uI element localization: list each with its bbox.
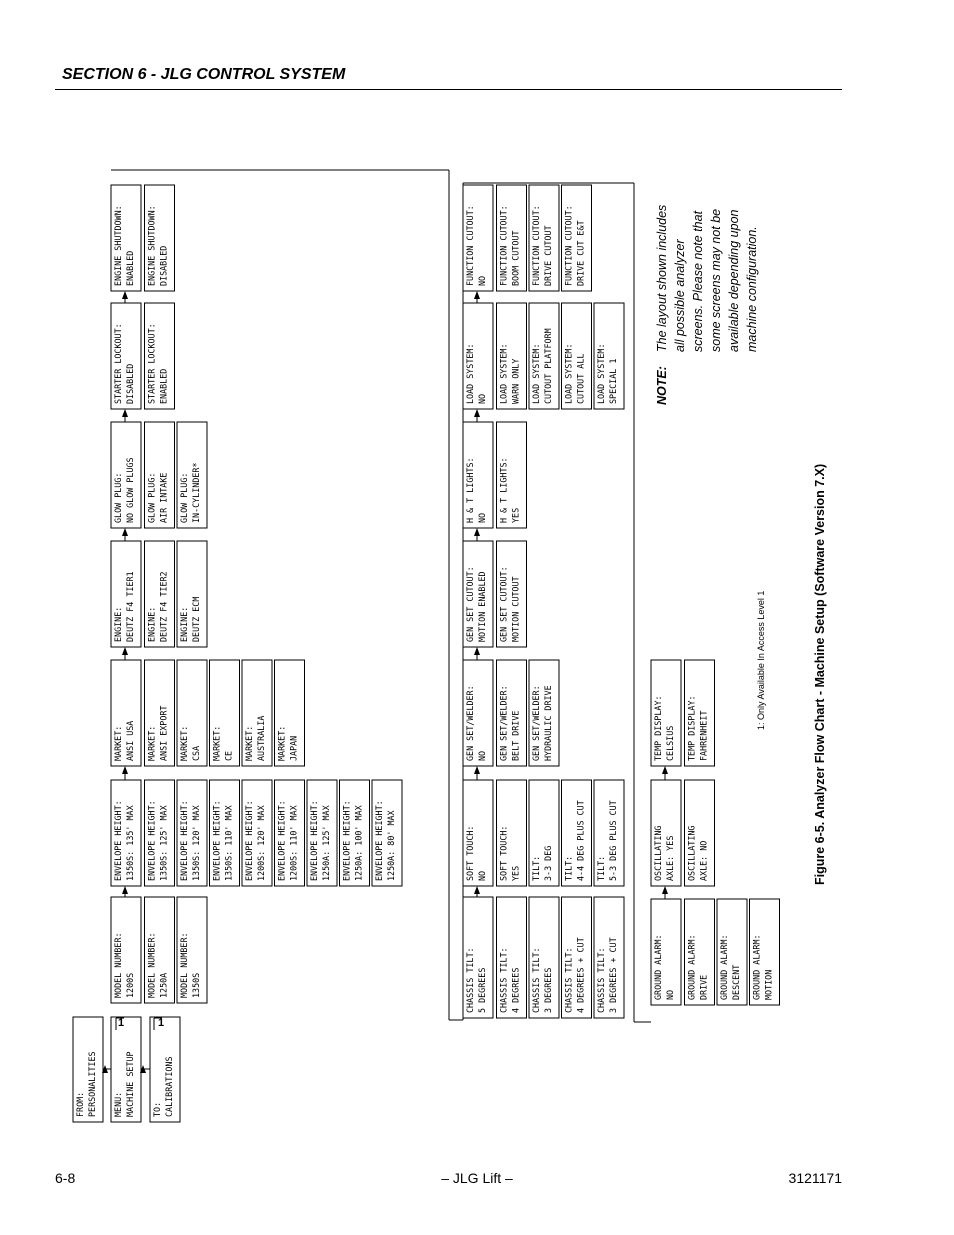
machine-setup-option-box [145,303,175,409]
arrow-up-icon [122,766,128,774]
box-line: SOFT TOUCH: [498,825,509,881]
box-line: PERSONALITIES [87,1051,97,1117]
box-line: GEN SET/WELDER: [465,685,475,761]
box-line: FUNCTION CUTOUT: [531,205,541,286]
footer-brand: – JLG Lift – [441,1170,513,1186]
arrow-up-icon [122,409,128,417]
box-line: 1350S: 120' MAX [191,805,201,881]
box-line: GROUND ALARM: [719,934,729,1000]
box-line: 4 DEGREES + CUT [575,937,586,1013]
box-line: 1350S: 125' MAX [158,805,169,881]
machine-setup-option-box [340,780,370,886]
arrow-up-icon [662,766,668,774]
box-line: DESCENT [731,964,741,1000]
box-line: 1200S [125,972,135,998]
page-number: 6-8 [55,1170,76,1186]
box-line: GROUND ALARM: [751,934,762,1000]
box-line: CELSIUS [665,725,675,761]
box-line: AXLE: NO [698,840,709,881]
box-line: TEMP DISPLAY: [653,695,663,761]
box-line: NO [477,870,487,881]
arrow-up-icon [662,886,668,894]
box-line: TILT: [596,855,606,881]
machine-setup-option-box [717,899,747,1005]
box-line: 1250A: 80' MAX [386,810,396,881]
box-line: DISABLED [158,245,169,286]
box-line: SPECIAL 1 [608,358,618,404]
machine-setup-option-box [111,541,141,647]
arrow-up-icon [474,528,480,536]
machine-setup-option-box [651,780,681,886]
box-line: 4-4 DEG PLUS CUT [575,800,586,881]
machine-setup-option-box [177,780,207,886]
note-line: available depending upon [727,209,741,352]
box-line: H & T LIGHTS: [465,457,475,523]
box-line: GROUND ALARM: [686,934,697,1000]
machine-setup-option-box [177,422,207,528]
machine-setup-option-box [111,897,141,1003]
box-line: MARKET: [179,725,189,761]
box-line: GLOW PLUG: [146,472,157,523]
box-line: GLOW PLUG: [113,472,123,523]
document-number: 3121171 [788,1170,842,1186]
machine-setup-option-box [463,780,493,886]
box-line: AUSTRALIA [256,715,266,761]
machine-setup-option-box [307,780,337,886]
note-line: machine configuration. [745,226,759,352]
machine-setup-option-box [562,185,592,291]
machine-setup-option-box [685,899,715,1005]
box-line: ENVELOPE HEIGHT: [309,800,319,881]
box-line: LOAD SYSTEM: [465,343,475,404]
box-line: ENGINE SHUTDOWN: [113,205,123,286]
box-line: ENVELOPE HEIGHT: [211,800,222,881]
machine-setup-option-box [594,303,624,409]
machine-setup-option-box [463,303,493,409]
box-line: CSA [191,745,201,761]
box-line: GEN SET/WELDER: [531,685,541,761]
box-line: ENGINE: [146,606,157,642]
machine-setup-option-box [463,541,493,647]
box-line: MOTION ENABLED [477,571,487,642]
box-line: ENGINE SHUTDOWN: [146,205,157,286]
box-line: FUNCTION CUTOUT: [465,205,475,286]
machine-setup-option-box [750,899,780,1005]
box-line: 1200S: 110' MAX [288,805,299,881]
machine-setup-option-box [210,660,240,766]
arrow-up-icon [474,647,480,655]
machine-setup-option-box [497,185,527,291]
arrow-up-icon [474,766,480,774]
note-label: NOTE: [655,366,669,405]
box-line: AIR INTAKE [158,472,169,523]
machine-setup-option-box [275,780,305,886]
figure-caption: Figure 6-5. Analyzer Flow Chart - Machine Setup (Software Version 7.X) [813,463,827,885]
box-line: ANSI USA [125,720,135,761]
box-line: 1200S: 120' MAX [256,805,266,881]
box-line: CHASSIS TILT: [465,947,475,1013]
machine-setup-option-box [177,541,207,647]
box-line: MENU: [113,1091,123,1117]
box-line: MARKET: [113,725,123,761]
box-line: 1250A [158,972,169,998]
box-line: HYDRAULIC DRIVE [543,685,553,761]
box-line: 5 DEGREES [477,967,487,1013]
box-line: ENGINE: [179,606,189,642]
box-line: YES [510,865,521,881]
box-line: STARTER LOCKOUT: [146,323,157,404]
box-line: NO GLOW PLUGS [125,457,135,523]
box-line: ENGINE: [113,606,123,642]
box-line: SOFT TOUCH: [465,825,475,881]
box-line: MODEL NUMBER: [179,932,189,998]
box-line: ENVELOPE HEIGHT: [113,800,123,881]
box-line: ENVELOPE HEIGHT: [179,800,189,881]
box-line: NO [477,512,487,523]
box-line: CHASSIS TILT: [498,947,509,1013]
box-line: H & T LIGHTS: [498,457,509,523]
machine-setup-option-box [529,897,559,1018]
box-line: LOAD SYSTEM: [531,343,541,404]
machine-setup-option-box [497,660,527,766]
machine-setup-option-box [111,303,141,409]
box-line: FAHRENHEIT [698,710,709,761]
box-line: DRIVE CUTOUT [543,225,553,286]
machine-setup-option-box [242,660,272,766]
machine-setup-option-box [685,660,715,766]
box-line: DEUTZ ECM [191,596,201,642]
box-line: BELT DRIVE [510,710,521,761]
machine-setup-option-box [210,780,240,886]
box-line: 1350S [191,972,201,998]
box-line: BOOM CUTOUT [510,230,521,286]
box-line: 5-3 DEG PLUS CUT [608,800,618,881]
machine-setup-option-box [497,541,527,647]
machine-setup-option-box [594,897,624,1018]
footnote: 1: Only Available In Access Level 1 [756,590,766,730]
box-line: LOAD SYSTEM: [596,343,606,404]
box-line: CALIBRATIONS [164,1056,174,1117]
box-line: TILT: [563,855,574,881]
to-calibrations-box [150,1017,180,1122]
box-line: 4 DEGREES [510,967,521,1013]
machine-setup-option-box [497,780,527,886]
box-line: NO [665,989,675,1000]
box-line: ENABLED [158,368,169,404]
machine-setup-option-box [463,185,493,291]
machine-setup-option-box [562,780,592,886]
note-line: some screens may not be [709,208,723,352]
box-line: 3-3 DEG [543,845,553,881]
box-line: OSCILLATING [653,825,663,881]
box-line: MOTION CUTOUT [510,576,521,642]
box-line: GEN SET CUTOUT: [465,566,475,642]
box-line: CUTOUT ALL [575,353,586,404]
box-line: GEN SET/WELDER: [498,685,509,761]
machine-setup-option-box [463,897,493,1018]
box-line: NO [477,750,487,761]
machine-setup-option-box [497,303,527,409]
machine-setup-option-box [242,780,272,886]
box-line: TILT: [531,855,541,881]
machine-setup-option-box [145,422,175,528]
box-line: MOTION [763,969,774,1000]
machine-setup-option-box [529,780,559,886]
machine-setup-option-box [651,660,681,766]
machine-setup-option-box [111,422,141,528]
box-line: MARKET: [211,725,222,761]
note-line: The layout shown includes [655,204,669,352]
box-line: AXLE: YES [665,835,675,881]
box-line: YES [510,507,521,523]
arrow-up-icon [474,291,480,299]
machine-setup-option-box [275,660,305,766]
arrow-up-icon [122,886,128,894]
box-line: MARKET: [244,725,254,761]
machine-setup-option-box [529,660,559,766]
box-line: DEUTZ F4 TIER1 [125,571,135,642]
machine-setup-option-box [497,422,527,528]
arrow-up-icon [122,291,128,299]
arrow-up-icon [122,528,128,536]
box-line: MODEL NUMBER: [113,932,123,998]
machine-setup-option-box [111,185,141,291]
access-level-marker: 1 [158,1017,165,1029]
arrow-up-icon [474,886,480,894]
box-line: 3 DEGREES [543,967,553,1013]
machine-setup-option-box [685,780,715,886]
section-title: SECTION 6 - JLG CONTROL SYSTEM [62,66,346,83]
box-line: JAPAN [288,735,299,761]
box-line: LOAD SYSTEM: [498,343,509,404]
box-line: CHASSIS TILT: [596,947,606,1013]
box-line: 1350S: 135' MAX [125,805,135,881]
box-line: 1250A: 100' MAX [353,805,364,881]
machine-setup-option-box [111,660,141,766]
box-line: MARKET: [146,725,157,761]
machine-setup-option-box [594,780,624,886]
box-line: DRIVE CUT E&T [575,220,586,286]
machine-setup-option-box [463,660,493,766]
box-line: 1350S: 110' MAX [223,805,234,881]
box-line: ENVELOPE HEIGHT: [146,800,157,881]
box-line: DRIVE [698,974,709,1000]
access-level-marker: 1 [118,1017,125,1029]
box-line: OSCILLATING [686,825,697,881]
machine-setup-option-box [529,303,559,409]
machine-setup-option-box [372,780,402,886]
box-line: CUTOUT PLATFORM [543,328,553,404]
box-line: DISABLED [125,363,135,404]
box-line: FUNCTION CUTOUT: [563,205,574,286]
box-line: TEMP DISPLAY: [686,695,697,761]
menu-machine-setup-box [111,1017,141,1122]
machine-setup-option-box [145,541,175,647]
box-line: ENVELOPE HEIGHT: [374,800,384,881]
box-line: MODEL NUMBER: [146,932,157,998]
machine-setup-option-box [145,660,175,766]
note-line: screens. Please note that [691,210,705,352]
machine-setup-option-box [111,780,141,886]
box-line: DEUTZ F4 TIER2 [158,571,169,642]
box-line: IN-CYLINDER* [191,462,201,523]
box-line: ANSI EXPORT [158,705,169,761]
box-line: CHASSIS TILT: [563,947,574,1013]
machine-setup-option-box [529,185,559,291]
box-line: MARKET: [276,725,287,761]
box-line: GROUND ALARM: [653,934,663,1000]
machine-setup-option-box [497,897,527,1018]
box-line: FROM: [75,1091,85,1117]
box-line: 1250A: 125' MAX [321,805,331,881]
machine-setup-option-box [177,897,207,1003]
box-line: GEN SET CUTOUT: [498,566,509,642]
machine-setup-option-box [145,897,175,1003]
machine-setup-option-box [651,899,681,1005]
box-line: GLOW PLUG: [179,472,189,523]
machine-setup-option-box [145,780,175,886]
box-line: STARTER LOCKOUT: [113,323,123,404]
box-line: 3 DEGREES + CUT [608,937,618,1013]
machine-setup-option-box [562,303,592,409]
machine-setup-option-box [463,422,493,528]
box-line: FUNCTION CUTOUT: [498,205,509,286]
box-line: CHASSIS TILT: [531,947,541,1013]
from-personalities-box [73,1017,103,1122]
box-line: LOAD SYSTEM: [563,343,574,404]
box-line: ENABLED [125,250,135,286]
box-line: MACHINE SETUP [125,1051,135,1117]
machine-setup-option-box [145,185,175,291]
note-line: all possible analyzer [673,239,687,352]
box-line: ENVELOPE HEIGHT: [341,800,352,881]
arrow-up-icon [122,647,128,655]
box-line: CE [223,750,234,761]
box-line: NO [477,393,487,404]
machine-setup-option-box [562,897,592,1018]
box-line: WARN ONLY [510,358,521,404]
arrow-up-icon [474,409,480,417]
box-line: NO [477,275,487,286]
box-line: ENVELOPE HEIGHT: [276,800,287,881]
box-line: TO: [152,1101,162,1117]
machine-setup-option-box [177,660,207,766]
box-line: ENVELOPE HEIGHT: [244,800,254,881]
